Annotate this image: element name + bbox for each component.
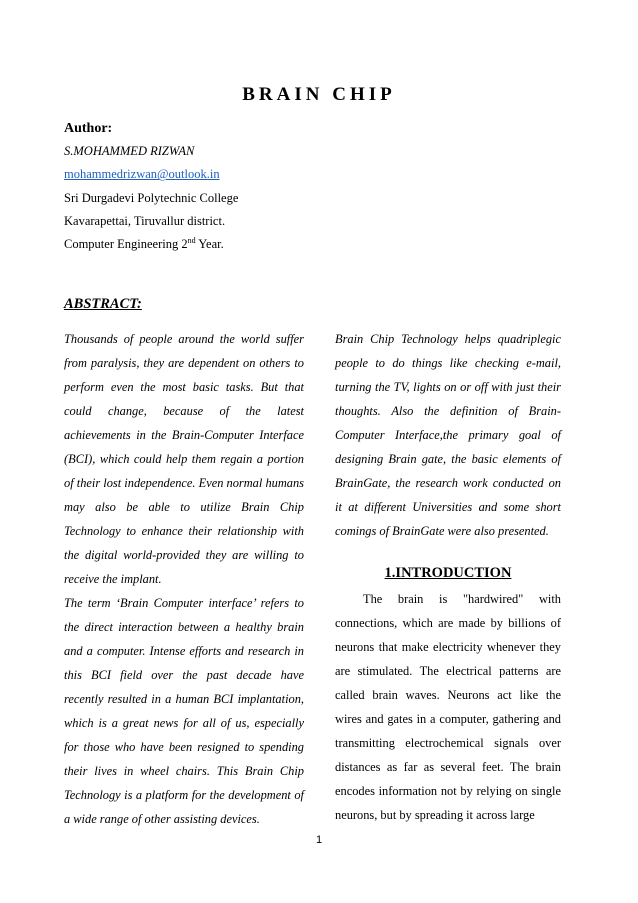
- introduction-text: The brain is "hardwired" with connections, which are made by billions of neurons that make electricity whenever they are stimulated. The electrical patterns are called brain waves. Neurons act like the wires and gates in a computer, gathering and transmitting electrochemical signals over distances as far as several feet. The brain encodes information not by relying on single neurons, but by spreading it across large: [335, 592, 561, 822]
- author-department-prefix: Computer Engineering 2: [64, 237, 188, 252]
- author-department-suffix: Year.: [195, 237, 224, 252]
- right-column: [335, 327, 561, 827]
- abstract-heading: ABSTRACT:: [64, 296, 142, 312]
- page-number: 1: [315, 834, 323, 846]
- author-college: Sri Durgadevi Polytechnic College: [64, 190, 239, 205]
- author-block: [64, 117, 238, 256]
- author-name: S.MOHAMMED RIZWAN: [64, 144, 195, 159]
- author-label: Author:: [64, 121, 113, 136]
- left-column: [64, 327, 304, 831]
- abstract-paragraph-2: The term ‘Brain Computer interface’ refers to the direct interaction between a healthy brain and a computer. Intense efforts and research in this BCI field over the past decade have recently resulted in a human BCI implantation, which is a great news for all of us, especially for those who have been resigned to spending their lives in wheel chairs. This Brain Chip Technology is a platform for the development of a wide range of other assisting devices.: [64, 596, 304, 826]
- abstract-paragraph-1: Thousands of people around the world suffer from paralysis, they are dependent on others to perform even the most basic tasks. But that could change, because of the latest achievements in the Brain-Computer Interface (BCI), which could help them regain a portion of their lost independence. Even normal humans may also be able to utilize Brain Chip Technology to enhance their relationship with the digital world-provided they are willing to receive the implant.: [64, 332, 304, 586]
- author-email-link[interactable]: mohammedrizwan@outlook.in: [64, 167, 220, 182]
- abstract-paragraph-3: Brain Chip Technology helps quadriplegic people to do things like checking e-mail, turning the TV, lights on or off with just their thoughts. Also the definition of Brain-Computer Interface,the primary goal of designing Brain gate, the basic elements of BrainGate, the research work conducted on it at different Universities and some short comings of BrainGate were also presented.: [335, 332, 561, 538]
- introduction-heading: 1.INTRODUCTION: [384, 565, 512, 581]
- paper-title: BRAIN CHIP: [242, 84, 396, 105]
- author-department: [64, 233, 238, 256]
- author-location: Kavarapettai, Tiruvallur district.: [64, 213, 226, 228]
- author-department-sup: nd: [187, 235, 196, 245]
